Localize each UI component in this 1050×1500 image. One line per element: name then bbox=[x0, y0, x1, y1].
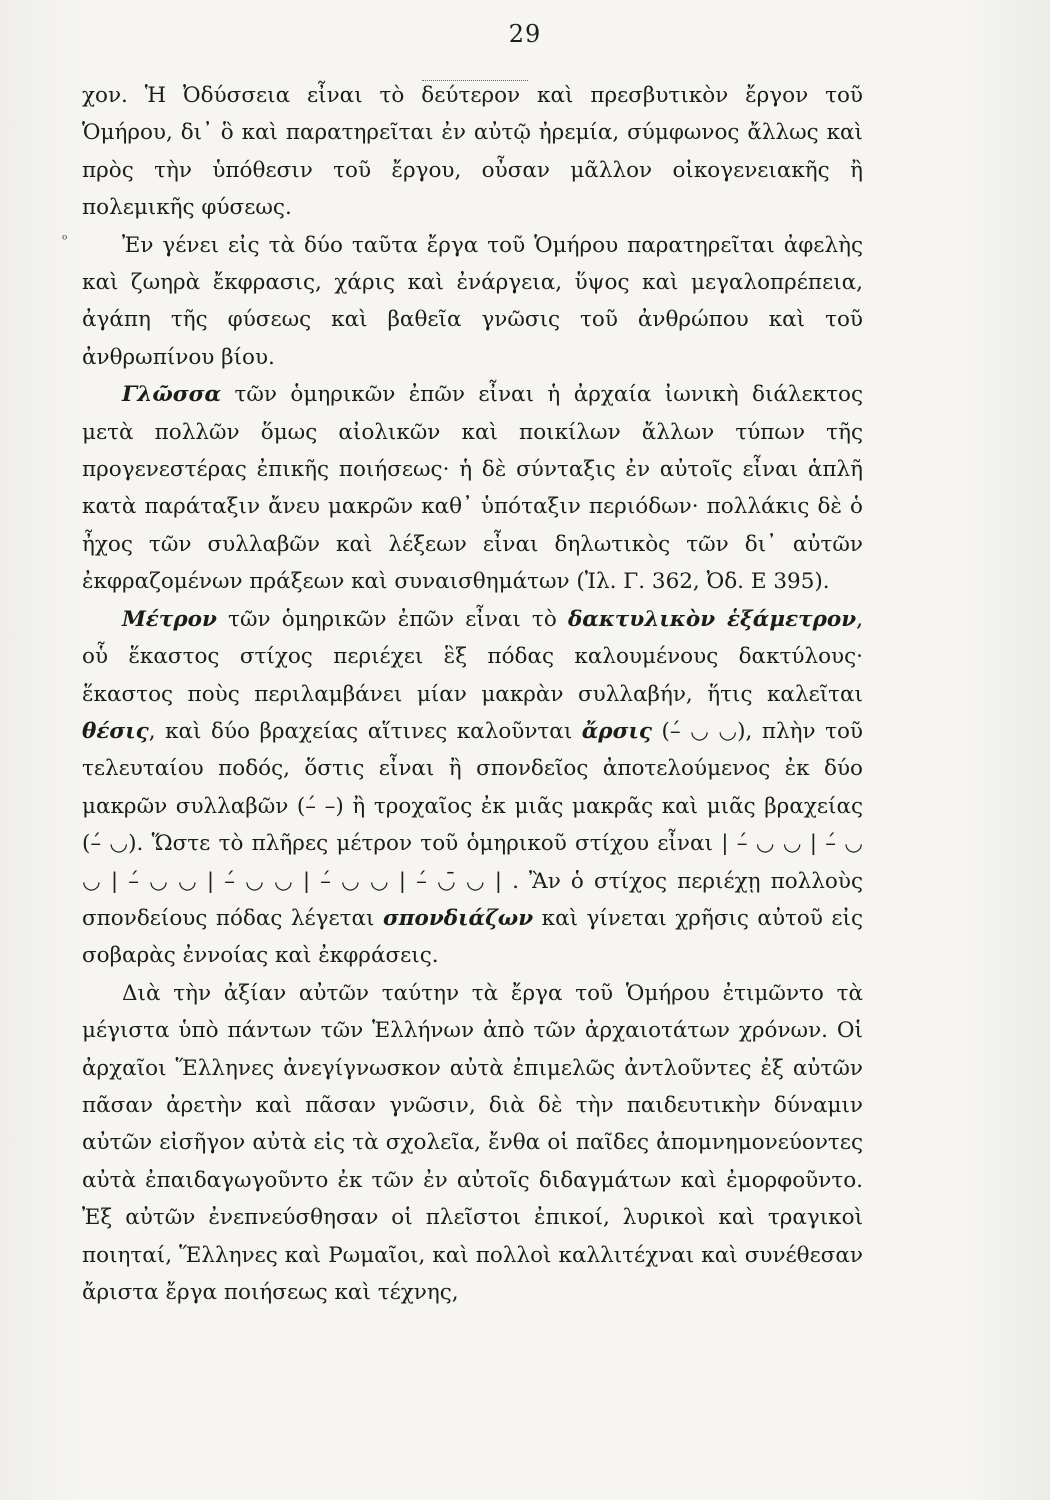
text-run: Διὰ τὴν ἀξίαν αὐτῶν ταύτην τὰ ἔργα τοῦ Ὁμήρου ἐτιμῶντο τὰ μέγιστα ὑπὸ πάντων τῶν Ἑλλήνων ἀπὸ τῶν ἀρχαιοτάτων χρόνων. Οἱ ἀρχαῖοι Ἕλληνες ἀνεγίγνωσκον αὐτὰ ἐπιμελῶς ἀντλοῦντες ἐξ αὐτῶν πᾶσαν ἀρετὴν καὶ πᾶσαν γνῶσιν, διὰ δὲ τὴν παιδευτικὴν δύναμιν αὐτῶν εἰσῆγον αὐτὰ εἰς τὰ σχολεῖα, ἔνθα οἱ παῖδες ἀπομνημονεύοντες αὐτὰ ἐπαιδαγωγοῦντο ἐκ τῶν ἐν αὐτοῖς διδαγμάτων καὶ ἐμορφοῦντο. Ἐξ αὐτῶν ἐνεπνεύσθησαν οἱ πλεῖστοι ἐπικοί, λυρικοὶ καὶ τραγικοὶ ποιηταί, Ἕλληνες καὶ Ρωμαῖοι, καὶ πολλοὶ καλλιτέχναι καὶ συνέθεσαν ἄριστα ἔργα ποιήσεως καὶ τέχνης, bbox=[82, 980, 863, 1305]
text-run: Ἐν γένει εἰς τὰ δύο ταῦτα ἔργα τοῦ Ὁμήρου παρατηρεῖται ἀφελὴς καὶ ζωηρὰ ἔκφρασις, χάρις καὶ ἐνάργεια, ὕψος καὶ μεγαλοπρέπεια, ἀγάπη τῆς φύσεως καὶ βαθεῖα γνῶσις τοῦ ἀνθρώπου καὶ τοῦ ἀνθρωπίνου βίου. bbox=[82, 232, 863, 370]
text-run: χον. Ἡ Ὀδύσσεια εἶναι τὸ δεύτερον καὶ πρεσβυτικὸν ἔργον τοῦ Ὁμήρου, δι᾿ ὃ καὶ παρατηρεῖται ἐν αὐτῷ ἠρεμία, σύμφωνος ἄλλως καὶ πρὸς τὴν ὑπόθεσιν τοῦ ἔργου, οὖσαν μᾶλλον οἰκογενειακῆς ἢ πολεμικῆς φύσεως. bbox=[82, 83, 863, 221]
emphasized-term: δακτυλικὸν ἑξάμετρον bbox=[567, 606, 857, 632]
text-run: τῶν ὁμηρικῶν ἐπῶν εἶναι τὸ bbox=[216, 606, 568, 632]
paragraph bbox=[82, 77, 863, 227]
text-run: καὶ γίνεται χρῆσις αὐτοῦ εἰς σοβαρὰς ἐννοίας καὶ ἐκφράσεις. bbox=[82, 905, 863, 969]
body-text bbox=[82, 77, 863, 1311]
page-number: 29 bbox=[508, 20, 542, 48]
text-run: , οὗ ἕκαστος στίχος περιέχει ἓξ πόδας καλουμένους δακτύλους· ἕκαστος ποὺς περιλαμβάνει μίαν μακρὰν συλλαβήν, ἥτις καλεῖται bbox=[82, 606, 863, 707]
emphasized-term: ἄρσις bbox=[581, 718, 652, 744]
section-lead-term: Γλῶσσα bbox=[122, 382, 222, 408]
paragraph bbox=[82, 975, 863, 1312]
emphasized-term: θέσις bbox=[82, 718, 149, 744]
margin-mark: ᵒ bbox=[62, 232, 68, 248]
paragraph bbox=[82, 227, 863, 377]
section-lead-term: Μέτρον bbox=[122, 606, 217, 632]
text-run: (–́ ◡ ◡), πλὴν τοῦ τελευταίου ποδός, ὅστις εἶναι ἢ σπονδεῖος ἀποτελούμενος ἐκ δύο μακρῶν συλλαβῶν (–́ –) ἢ τροχαῖος ἐκ μιᾶς μακρᾶς καὶ μιᾶς βραχείας (–́ ◡). Ὥστε τὸ πλῆρες μέτρον τοῦ ὁμηρικοῦ στίχου εἶναι | –́ ◡ ◡ | –́ ◡ ◡ | –́ ◡ ◡ | –́ ◡ ◡ | –́ ◡ ◡ | –́ ◡̄ ◡ | . Ἂν ὁ στίχος περιέχῃ πολλοὺς σπονδείους πόδας λέγεται bbox=[82, 718, 863, 931]
paragraph bbox=[82, 601, 863, 975]
paragraph bbox=[82, 376, 863, 600]
text-run: τῶν ὁμηρικῶν ἐπῶν εἶναι ἡ ἀρχαία ἰωνικὴ διάλεκτος μετὰ πολλῶν ὅμως αἰολικῶν καὶ ποικίλων ἄλλων τύπων τῆς προγενεστέρας ἐπικῆς ποιήσεως· ἡ δὲ σύνταξις ἐν αὐτοῖς εἶναι ἁπλῆ κατὰ παράταξιν ἄνευ μακρῶν καθ᾿ ὑπόταξιν περιόδων· πολλάκις δὲ ὁ ἦχος τῶν συλλαβῶν καὶ λέξεων εἶναι δηλωτικὸς τῶν δι᾿ αὐτῶν ἐκφραζομένων πράξεων καὶ συναισθημάτων (Ἰλ. Γ. 362, Ὀδ. Ε 395). bbox=[82, 382, 863, 595]
text-run: , καὶ δύο βραχείας αἵτινες καλοῦνται bbox=[148, 718, 582, 744]
emphasized-term: σπονδιάζων bbox=[382, 905, 534, 931]
